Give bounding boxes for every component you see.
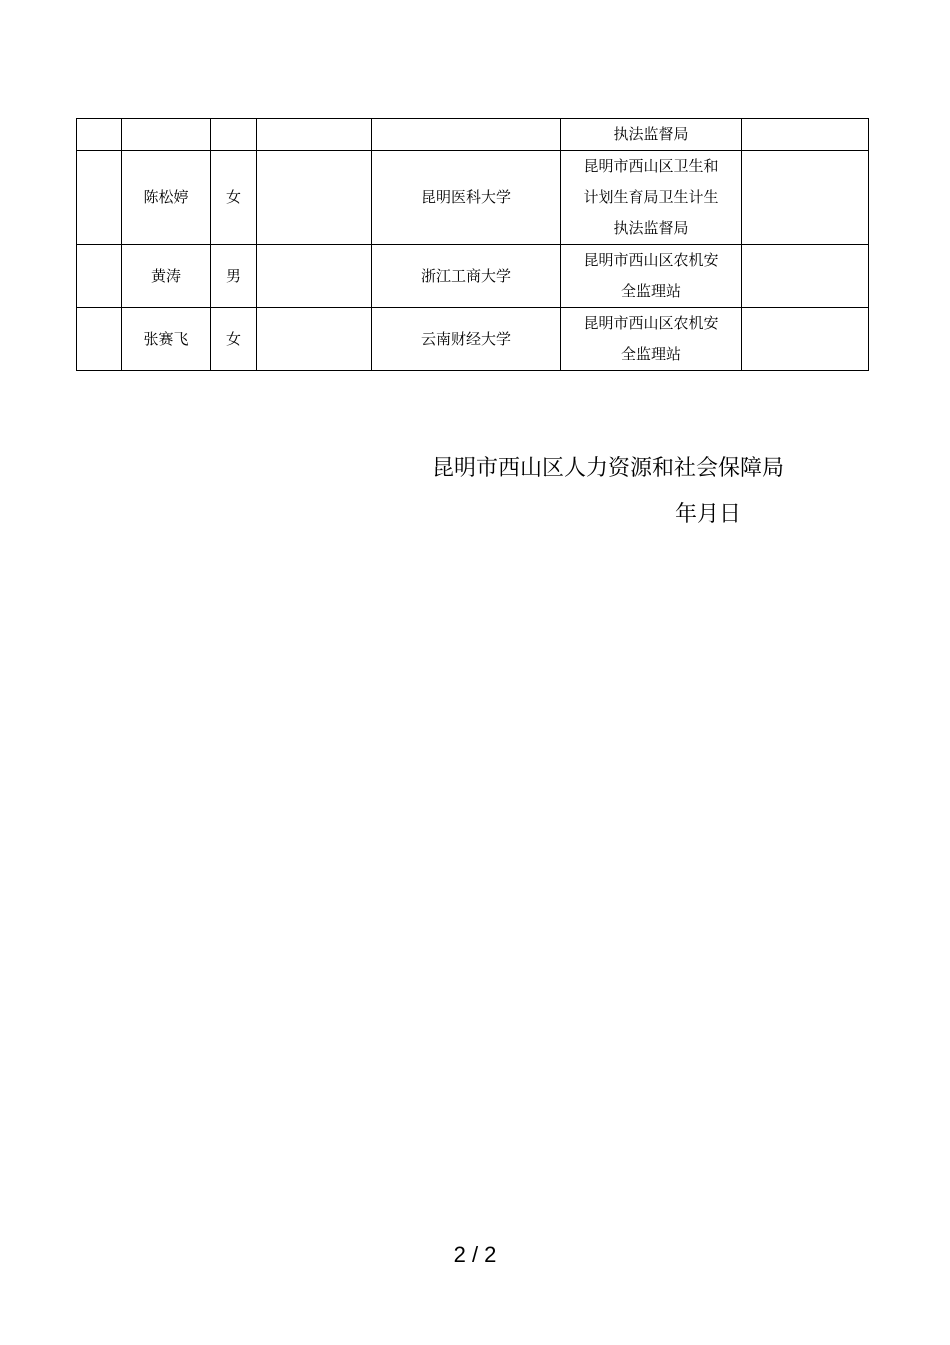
issue-date: 年月日 (675, 502, 742, 527)
gender-cell: 男 (211, 245, 257, 308)
unit-cell: 昆明市西山区卫生和 计划生育局卫生计生 执法监督局 (561, 151, 742, 245)
name-cell: 黄涛 (122, 245, 211, 308)
gender-cell: 女 (211, 308, 257, 371)
index-cell (77, 308, 122, 371)
blank-cell (257, 308, 372, 371)
note-cell (742, 119, 869, 151)
unit-cell: 昆明市西山区农机安 全监理站 (561, 245, 742, 308)
note-cell (742, 151, 869, 245)
note-cell (742, 245, 869, 308)
school-cell: 云南财经大学 (372, 308, 561, 371)
page-number: 2 / 2 (453, 1242, 497, 1267)
issuing-organization: 昆明市西山区人力资源和社会保障局 (432, 456, 785, 481)
table-row (77, 119, 869, 151)
school-cell (372, 119, 561, 151)
index-cell (77, 119, 122, 151)
personnel-table (76, 118, 869, 371)
name-cell: 张赛飞 (122, 308, 211, 371)
blank-cell (257, 151, 372, 245)
table-row (77, 151, 869, 245)
table-row (77, 245, 869, 308)
blank-cell (257, 245, 372, 308)
index-cell (77, 151, 122, 245)
school-cell: 浙江工商大学 (372, 245, 561, 308)
unit-cell: 昆明市西山区农机安 全监理站 (561, 308, 742, 371)
table-row (77, 308, 869, 371)
index-cell (77, 245, 122, 308)
blank-cell (257, 119, 372, 151)
name-cell (122, 119, 211, 151)
gender-cell: 女 (211, 151, 257, 245)
name-cell: 陈松婷 (122, 151, 211, 245)
unit-cell: 执法监督局 (561, 119, 742, 151)
school-cell: 昆明医科大学 (372, 151, 561, 245)
gender-cell (211, 119, 257, 151)
note-cell (742, 308, 869, 371)
